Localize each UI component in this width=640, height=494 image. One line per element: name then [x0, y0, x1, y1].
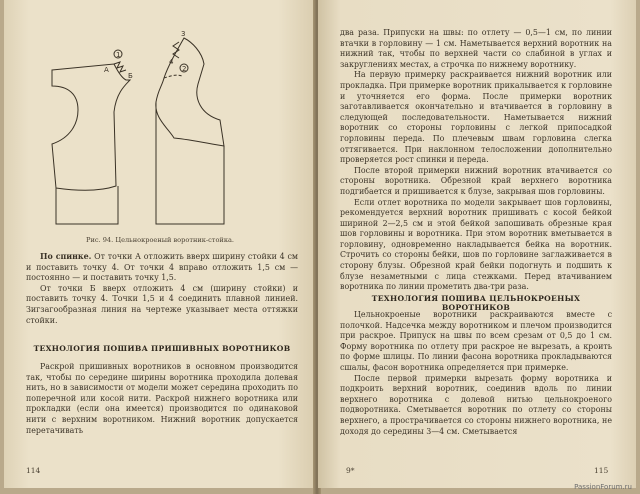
- page-mark: 9*: [346, 466, 355, 475]
- para-3: Раскрой пришивных воротников в основном производится так, чтобы по середине ширины воротника проходила долевая нить, но в зависимости от модели может середина проходить по поперечной или косой нити. Раскрой нижнего воротника или прокладки (если она имеется) производится по одинаковой нити с верхним воротником. Нижний воротник допускается перетачивать: [26, 362, 298, 435]
- left-body-bottom: [26, 362, 298, 436]
- label-3: 3: [181, 30, 186, 38]
- r-para-6: После первой примерки вырезать форму воротника и подкроить верхний воротник, соединив вдоль по линии верхнего воротника с долевой нитью цельнокроеного подворотника. Сметывается воротник по отлету со стороны верхнего, а прострачивается со стороны нижнего воротника, не доходя до середины 3—4 см. Сметывается: [340, 373, 612, 436]
- right-page: [318, 0, 636, 488]
- r-para-2: На первую примерку раскраивается нижний воротник или прокладка. При примерке воротник прикалывается к горловине и уточняется его форма. После примерки воротник заготавливается окончательно и втачивается в горловину в следующей последовательности. Наметывается нижний воротник со стороны горловины с легкой припосадкой горловины переда. По плечевым швам горловина слегка оттягивается. При наклонном телосложении дополнительно проверяется рост спинки и переда.: [340, 70, 612, 165]
- page-number-left: 114: [26, 466, 41, 475]
- section-title-left: ТЕХНОЛОГИЯ ПОШИВА ПРИШИВНЫХ ВОРОТНИКОВ: [33, 344, 291, 353]
- r-para-4: Если отлет воротника по модели закрывает шов горловины, рекомендуется верхний воротник пришивать с косой бейкой шириной 2—2,5 см и этой бейкой запошивать обрезные края шов горловины и воротника. При этом воротник вметывается в горловину, одновременно накладывается бейка на воротник. Строчить со стороны бейки, шов по горловине заглаживается в сторону блузы. Обрезной край бейки подогнуть и подшить к блузе незаметными с лица стежками. Перед втачиванием воротника по линии прометить два-три раза.: [340, 197, 612, 292]
- figure-caption: Рис. 94. Цельнокроеный воротник-стойка.: [86, 236, 234, 244]
- front-piece-lower: [156, 102, 224, 224]
- r-para-3: После второй примерки нижний воротник втачивается со стороны воротника. Обрезной край верхнего воротника подгибается и пришивается к блузе, закрывая шов горловины.: [340, 165, 612, 196]
- label-4: 4: [169, 58, 174, 66]
- pattern-figure: [44, 28, 284, 228]
- section-title-right: ТЕХНОЛОГИЯ ПОШИВА ЦЕЛЬНОКРОЕНЫХ ВОРОТНИКОВ: [371, 294, 581, 312]
- page-number-right: 115: [594, 466, 609, 475]
- right-body-bottom: [340, 310, 612, 437]
- back-piece-outline: [52, 64, 130, 190]
- label-b: Б: [128, 72, 133, 80]
- front-piece-outline: [156, 38, 224, 146]
- label-2: 2: [182, 65, 187, 73]
- collar-line: [164, 75, 182, 78]
- watermark: PassionForum.ru: [574, 483, 632, 491]
- para-lead-bold: По спинке.: [40, 252, 92, 261]
- r-para-5: Цельнокроеные воротники раскраиваются вместе с полочкой. Надсечка между воротником и плечом производится при раскрое. Припуск на швы по всем срезам от 0,5 до 1 см. Форму воротника по отлету при раскрое не вырезать, а кроить по форме шлицы. По линии фасона воротника прокладываются сшалы, фасон воротника определяется при примерке.: [340, 310, 612, 372]
- para-2: От точки Б вверх отложить 4 см (ширину стойки) и поставить точку 4. Точки 1,5 и 4 соединить плавной линией. Зигзагообразная линия на чертеже указывает места оттяжки стойки.: [26, 283, 298, 325]
- left-body-top: [26, 252, 298, 326]
- label-1: 1: [116, 51, 121, 59]
- pattern-drawing: [44, 28, 284, 228]
- r-para-1: два раза. Припуски на швы: по отлету — 0,5—1 см, по линии втачки в горловину — 1 см. Наметывается верхний воротник на нижний так, чтобы по верхней части со слабиной в углах и закруглениях местах, а строчка по нижнему воротнику.: [340, 28, 612, 69]
- para-1-text: От точки А отложить вверх ширину стойки 4 см и поставить точку 4. От точки 4 вправо отложить 1,5 см — постоянно — и поставить точку 1,5.: [26, 252, 299, 283]
- label-a: А: [104, 66, 109, 74]
- back-piece-lower: [56, 186, 118, 224]
- right-body-top: [340, 28, 612, 293]
- left-page: [4, 0, 316, 488]
